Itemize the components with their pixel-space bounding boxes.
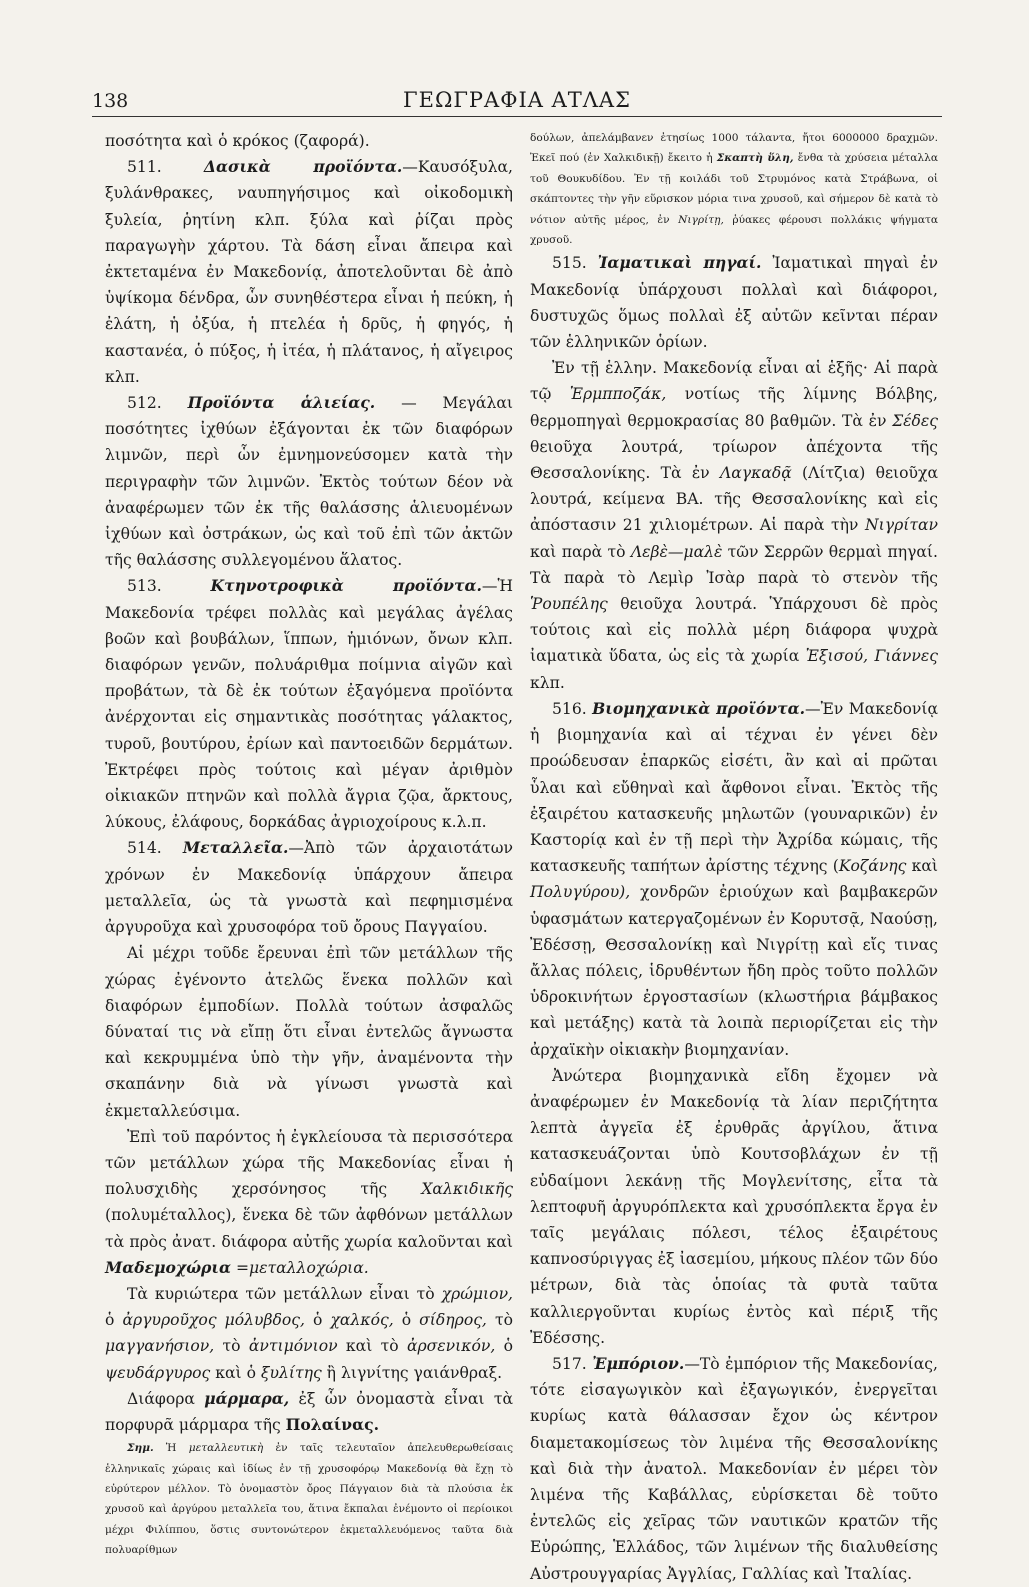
footnote bbox=[105, 1438, 513, 1560]
text-run: κλπ. bbox=[530, 673, 565, 692]
text-run: νοτίως τῆς λίμνης Βόλβης, θερμοπηγαὶ θερμοκρασίας 80 βαθμῶν. Τὰ ἐν bbox=[530, 385, 938, 430]
section-515 bbox=[530, 250, 938, 355]
text-run: τὸ bbox=[214, 1337, 249, 1356]
italic-term: Ἐρμπποζάκ, bbox=[569, 385, 667, 404]
section-text: —Ἐν Μακεδονίᾳ ἡ βιομηχανία καὶ αἱ τέχναι ἐν γένει δὲν προώδευσαν ἐπαρκῶς εἰσέτι, ἂν καὶ αἱ πρῶται ὗλαι καὶ εὔθηναὶ καὶ ἄφθονοι εἶναι. Ἐκτὸς τῆς ἐξαιρέτου κατασκευῆς μηλωτῶν (γουναρικῶν) ἐν Καστορίᾳ καὶ ἐν τῇ περὶ τὴν Ἀχρίδα κώμαις, τῆς κατασκευῆς ταπήτων ἀρίστης τέχνης ( bbox=[530, 699, 938, 876]
italic-term: ἀντιμόνιον bbox=[248, 1337, 338, 1356]
section-heading: Κτηνοτροφικὰ προϊόντα. bbox=[210, 576, 482, 596]
paragraph-mining-research: Αἱ μέχρι τοῦδε ἔρευναι ἐπὶ τῶν μετάλλων τῆς χώρας ἐγένοντο ἀτελῶς ἕνεκα πολλῶν καὶ διαφόρων ἐμποδίων. Πολλὰ τούτων ἀσφαλῶς δύναταί τις νὰ εἴπῃ ὅτι εἶναι ἐντελῶς ἄγνωστα καὶ κεκρυμμένα ὑπὸ τὴν γῆν, ἀναμένοντα τὴν σκαπάνην διὰ νὰ γίνωσι γνωστὰ καὶ ἐκμεταλλεύσιμα. bbox=[105, 944, 513, 1120]
section-512 bbox=[105, 390, 513, 573]
text-run: ἔνθα τὰ χρύσεια μέταλλα τοῦ Θουκυδίδου. Ἐν τῇ κοιλάδι τοῦ Στρυμόνος κατὰ Στράβωνα, οἱ σκάπτοντες τὴν γῆν εὕρισκον μόρια τινα χρυσοῦ, καὶ σήμερον δὲ κατὰ τὸ νότιον αὐτῆς μέρος, ἐν bbox=[530, 152, 938, 226]
italic-term: Λαγκαδᾷ bbox=[719, 464, 792, 483]
left-column bbox=[105, 128, 513, 1561]
section-517 bbox=[530, 1351, 938, 1587]
text-run: χονδρῶν ἐριούχων καὶ βαμβακερῶν ὑφασμάτων κατεργαζομένων ἐν Κορυτσᾷ, Ναούσῃ, Ἐδέσσῃ, Θεσσαλονίκῃ καὶ Νιγρίτῃ καὶ εἴς τινας ἄλλας πόλεις, ἱδρυθέντων ἤδη πρὸς τοῦτο πολλῶν ὑδροκινήτων ἐργοστασίων (κλωστήρια βάμβακος καὶ μετάξης) κατὰ τὰ λοιπὰ περιορίζεται εἰς τὴν ἀρχαϊκὴν οἰκιακὴν βιομηχανίαν. bbox=[530, 883, 938, 1059]
text-run: ὁ bbox=[495, 1337, 513, 1356]
section-511 bbox=[105, 154, 513, 390]
italic-term: Ῥουπέλης bbox=[530, 595, 608, 614]
text-run: (πολυμέταλλος), ἕνεκα δὲ τῶν ἀφθόνων μετάλλων τὰ πρὸς ἀνατ. διάφορα αὐτῆς χωρία καλοῦνται καὶ bbox=[105, 1206, 513, 1251]
section-number: 515. bbox=[552, 254, 587, 273]
section-heading: Μεταλλεῖα. bbox=[182, 838, 289, 858]
paragraph-springs bbox=[530, 355, 938, 696]
text-run: ὁ bbox=[393, 1311, 420, 1330]
bold-term: Μαδεμοχώρια bbox=[105, 1257, 231, 1277]
page-number: 138 bbox=[92, 90, 129, 112]
section-heading: Προϊόντα ἁλιείας. bbox=[187, 393, 376, 413]
text-run: καὶ ὁ bbox=[210, 1363, 261, 1382]
section-text: —Ἡ Μακεδονία τρέφει πολλὰς καὶ μεγάλας ἀγέλας βοῶν καὶ βουβάλων, ἵππων, ἡμιόνων, ὄνων κλπ. διαφόρων γενῶν, πολυάριθμα ποίμνια αἰγῶν καὶ προβάτων, τὰ δὲ ἐκ τούτων ἐξαγόμενα προϊόντα ἀνέρχονται εἰς σημαντικὰς ποσότητας γάλακτος, τυροῦ, βουτύρου, ἐρίων καὶ παντοειδῶν δερμάτων. Ἐκτρέφει πρὸς τούτοις καὶ μέγαν ἀριθμὸν οἰκιακῶν πτηνῶν καὶ πολλὰ ἄγρια ζῷα, ἄρκτους, λύκους, ἐλάφους, δορκάδας ἀγριοχοίρους κ.λ.π. bbox=[105, 577, 513, 832]
italic-term: σίδηρος, bbox=[419, 1311, 487, 1330]
footnote-continuation bbox=[530, 128, 938, 250]
text-run: ὁ bbox=[105, 1311, 123, 1330]
italic-term: Σέδες bbox=[892, 411, 938, 430]
text-run: (Λίτζια) θειοῦχα λουτρά, κείμενα ΒΑ. τῆς Θεσσαλονίκης καὶ εἰς ἀπόστασιν 21 χιλιομέτρων. Αἱ παρὰ τὴν bbox=[530, 464, 939, 535]
section-number: 513. bbox=[127, 577, 162, 596]
text-run: ἢ λιγνίτης γαιάνθραξ. bbox=[321, 1363, 503, 1382]
section-text: — Μεγάλαι ποσότητες ἰχθύων ἐξάγονται ἐκ τῶν διαφόρων λιμνῶν, περὶ ὧν ἐμνημονεύσομεν κατὰ τὴν περιγραφὴν τῶν λιμνῶν. Ἐκτὸς τούτων δέον νὰ ἀναφέρωμεν τῶν ἐκ τῆς θαλάσσης ἁλιευομένων ἰχθύων καὶ ὀστράκων, ὡς καὶ τοῦ ἐπὶ τῶν ἀκτῶν τῆς θαλάσσης συλλεγομένου ἅλατος. bbox=[105, 394, 513, 570]
paragraph-industrial-goods: Ἀνώτερα βιομηχανικὰ εἴδη ἔχομεν νὰ ἀναφέρωμεν ἐν Μακεδονίᾳ τὰ λίαν περιζήτητα λεπτὰ ἀγγεῖα ἐξ ἐρυθρᾶς ἀργίλου, ἅτινα κατασκευάζονται ὑπὸ Κουτσοβλάχων ἐν τῇ εὐδαίμονι λεκάνῃ τῆς Μογλενίτσης, εἶτα τὰ λεπτοφυῆ ἀργυρόπλεκτα καὶ χρυσόπλεκτα ἔργα ἐν ταῖς μεγάλαις πόλεσι, τέλος ἐξαιρέτους καπνοσύριγγας ἐξ ἰασεμίου, μήκους πλέον τῶν δύο μέτρων, διὰ τὰς ὁποίας τὰ φυτὰ ταῦτα καλλιεργοῦνται κυρίως ἐντὸς καὶ πέριξ τῆς Ἐδέσσης. bbox=[530, 1066, 938, 1347]
italic-term: Πολυγύρου), bbox=[530, 883, 631, 902]
italic-term: χρώμιον, bbox=[441, 1284, 513, 1303]
section-text: Ἰαματικαὶ πηγαὶ ἐν Μακεδονίᾳ ὑπάρχουσι πολλαὶ καὶ διάφοροι, δυστυχῶς ὅμως πολλαὶ ἐξ αὐτῶν κεῖνται πέραν τῶν ἑλληνικῶν ὁρίων. bbox=[530, 254, 938, 352]
italic-term: Χαλκιδικῆς bbox=[421, 1180, 513, 1199]
text-run: Ἐν τῇ ἑλλην. Μακεδονίᾳ εἶναι αἱ ἑξῆς· Αἱ παρὰ τῷ bbox=[530, 359, 938, 404]
section-516 bbox=[530, 696, 938, 1063]
italic-term: ἀρσενικόν, bbox=[406, 1337, 496, 1356]
text-run: τὸ bbox=[486, 1311, 513, 1330]
footnote-label: Σημ. bbox=[127, 1442, 154, 1455]
text-run: τῶν Σερρῶν θερμαὶ πηγαί. Τὰ παρὰ τὸ Λεμὶρ Ἰσὰρ παρὰ τὸ στενὸν τῆς bbox=[530, 542, 938, 587]
text-run: ἐξ ὧν ὀνομαστὰ εἶναι τὰ πορφυρᾶ μάρμαρα τῆς bbox=[105, 1389, 513, 1434]
section-text: —Τὸ ἐμπόριον τῆς Μακεδονίας, τότε εἰσαγωγικὸν καὶ ἐξαγωγικόν, ἐνεργεῖται κυρίως κατὰ θάλασσαν ἔχον ὡς κέντρον διαμετακομίσεως τὸν λιμένα τῆς Θεσσαλονίκης καὶ διὰ τὴν ἀνατολ. Μακεδονίαν ἐν μέρει τὸν λιμένα τῆς Καβάλλας, εὑρίσκεται δὲ τοῦτο ἐντελῶς εἰς χεῖρας τῶν ναυτικῶν κρατῶν τῆς Εὐρώπης, Ἑλλάδος, τῶν λιμένων τῆς διαλυθείσης Αὐστρουγγαρίας Ἀγγλίας, Γαλλίας καὶ Ἰταλίας. bbox=[530, 1354, 938, 1583]
text-run: θειοῦχα λουτρά. Ὑπάρχουσι δὲ πρὸς τούτοις καὶ εἰς πολλὰ μέρη διάφορα ψυχρὰ ἰαματικὰ ὕδατα, ὡς εἰς τὰ χωρία bbox=[530, 595, 938, 666]
section-number: 512. bbox=[127, 394, 162, 413]
section-number: 514. bbox=[127, 839, 162, 858]
section-heading: Ἰαματικαὶ πηγαί. bbox=[597, 253, 762, 273]
section-heading: Βιομηχανικὰ προϊόντα. bbox=[592, 698, 806, 718]
paragraph-chalkidiki bbox=[105, 1124, 513, 1281]
text-run: θειοῦχα λουτρά, τρίωρον ἀπέχοντα τῆς Θεσσαλονίκης. Τὰ ἐν bbox=[530, 437, 938, 483]
section-number: 517. bbox=[552, 1354, 587, 1373]
text-run: ἐν ταῖς τελευταῖον ἀπελευθερωθείσαις ἑλληνικαῖς χώραις καὶ ἰδίως ἐν τῇ χρυσοφόρῳ Μακεδονίᾳ θὰ ἔχῃ τὸ εὐρύτερον μέλλον. Τὸ ὀνομαστὸν ὄρος Πάγγαιον διὰ τὰ πλούσια ἐκ χρυσοῦ καὶ ἀργύρου μεταλλεῖα του, ἅτινα ἔκπαλαι ἐνέμοντο οἱ περίοικοι μέχρι Φιλίππου, ὅστις συντονώτερον ἐκμεταλλευόμενος ταῦτα διὰ πολυαρίθμων bbox=[105, 1442, 514, 1557]
right-column bbox=[530, 128, 938, 1587]
section-text: —Ἀπὸ τῶν ἀρχαιοτάτων χρόνων ἐν Μακεδονίᾳ ὑπάρχουν ἄπειρα μεταλλεῖα, ὡς τὰ γνωστὰ καὶ πεφημισμένα ἀργυροῦχα καὶ χρυσοφόρα τοῦ ὄρους Παγγαίου. bbox=[105, 839, 513, 937]
text-run: = bbox=[230, 1258, 250, 1277]
italic-term: Ἐξισού, Γιάννες bbox=[805, 647, 938, 666]
italic-term: Νιγρίταν bbox=[865, 516, 938, 535]
section-heading: Δασικὰ προϊόντα. bbox=[203, 157, 403, 177]
text-run: Ἡ bbox=[153, 1442, 189, 1455]
italic-term: Νιγρίτῃ, bbox=[678, 213, 724, 226]
text-run: ὁ bbox=[304, 1311, 331, 1330]
section-514 bbox=[105, 835, 513, 940]
bold-term: Σκαπτὴ ὕλη, bbox=[716, 152, 794, 165]
text-run: Διάφορα bbox=[127, 1389, 205, 1408]
italic-term: μαγγανήσιον, bbox=[105, 1337, 215, 1356]
page-header bbox=[92, 82, 942, 117]
italic-term: ψευδάργυρος bbox=[105, 1363, 211, 1382]
italic-term: Κοζάνης bbox=[838, 857, 907, 876]
text-run: Τὰ κυριώτερα τῶν μετάλλων εἶναι τὸ bbox=[127, 1284, 442, 1303]
text-run: καὶ τὸ bbox=[337, 1337, 407, 1356]
text-run: καὶ bbox=[906, 857, 938, 876]
italic-term: μεταλλευτικὴ bbox=[188, 1442, 264, 1455]
italic-term: μεταλλοχώρια. bbox=[249, 1258, 369, 1277]
text-run: καὶ παρὰ τὸ bbox=[530, 542, 631, 561]
section-heading: Ἐμπόριον. bbox=[592, 1353, 685, 1373]
paragraph-main-metals bbox=[105, 1281, 513, 1386]
text-run: ῥύακες φέρουσι πολλάκις ψήγματα χρυσοῦ. bbox=[530, 213, 939, 247]
italic-term: χαλκός, bbox=[330, 1311, 394, 1330]
section-number: 516. bbox=[552, 699, 587, 718]
bold-term: μάρμαρα, bbox=[204, 1388, 290, 1408]
text-run: δούλων, ἀπελάμβανεν ἐτησίως 1000 τάλαντα, ἤτοι 6000000 δραχμῶν. Ἐκεῖ πού (ἐν Χαλκιδικῇ) ἔκειτο ἡ bbox=[530, 132, 938, 165]
bold-term: Πολαίνας. bbox=[285, 1414, 380, 1434]
italic-term: Λεβὲ—μαλὲ bbox=[630, 542, 723, 561]
italic-term: ξυλίτης bbox=[260, 1363, 322, 1382]
paragraph-marbles bbox=[105, 1386, 513, 1438]
section-513 bbox=[105, 573, 513, 835]
running-title: ΓΕΩΓΡΑΦΙΑ ΑΤΛΑΣ bbox=[403, 88, 631, 112]
italic-term: ἀργυροῦχος μόλυβδος, bbox=[122, 1311, 305, 1330]
paragraph-continuation: ποσότητα καὶ ὁ κρόκος (ζαφορά). bbox=[105, 132, 370, 150]
section-number: 511. bbox=[127, 158, 162, 177]
text-run: Ἐπὶ τοῦ παρόντος ἡ ἐγκλείουσα τὰ περισσότερα τῶν μετάλλων χώρα τῆς Μακεδονίας εἶναι ἡ πολυσχιδὴς χερσόνησος τῆς bbox=[105, 1127, 513, 1199]
section-text: —Καυσόξυλα, ξυλάνθρακες, ναυπηγήσιμος καὶ οἰκοδομικὴ ξυλεία, ῥητίνη κλπ. ξύλα καὶ ῥίζαι πρὸς παραγωγὴν χάρτου. Τὰ δάση εἶναι ἄπειρα καὶ ἐκτεταμένα ἐν Μακεδονίᾳ, ἀποτελοῦνται δὲ ἀπὸ ὑψίκομα δένδρα, ὧν συνηθέστερα εἶναι ἡ πεύκη, ἡ ἐλάτη, ἡ ὀξύα, ἡ πτελέα ἡ δρῦς, ἡ φηγός, ἡ καστανέα, ὁ πύξος, ἡ ἰτέα, ἡ πλάτανος, ἡ αἴγειρος κλπ. bbox=[105, 158, 513, 386]
